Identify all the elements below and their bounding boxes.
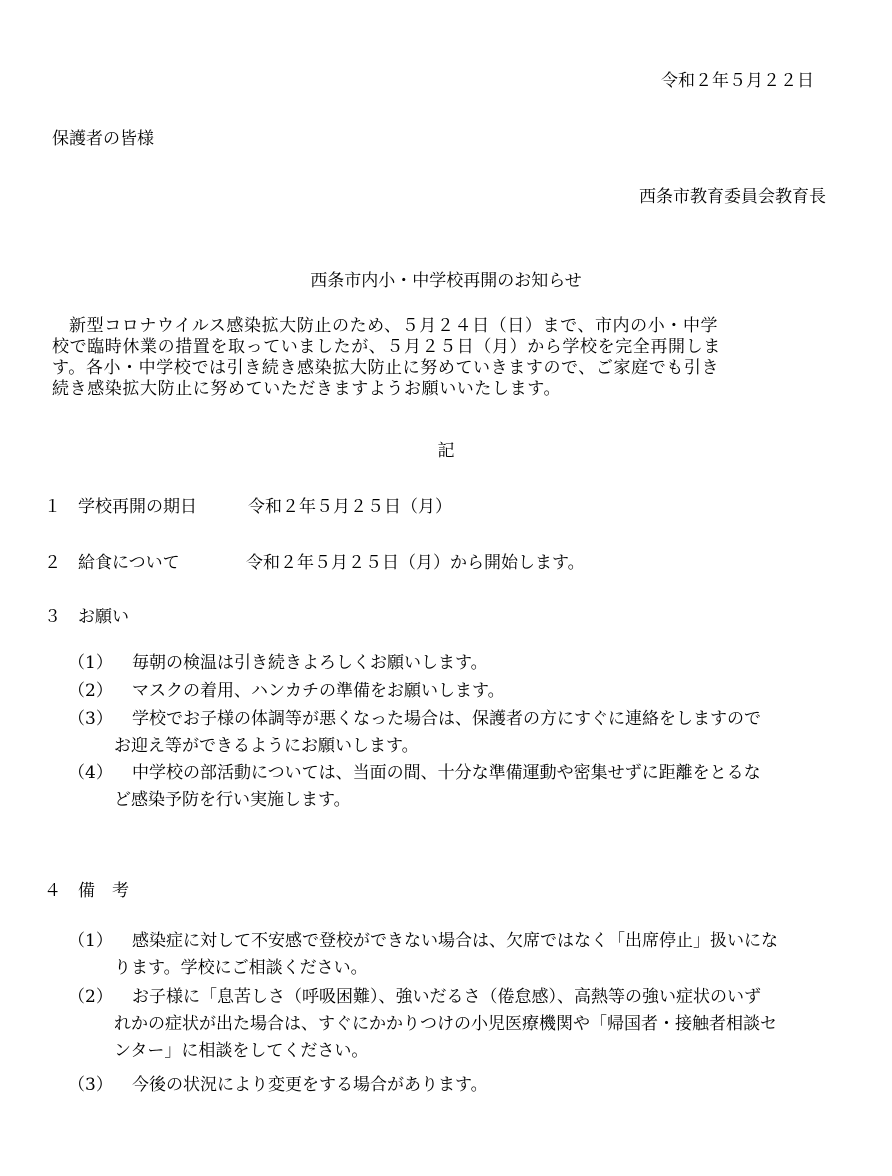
item-text: 学校でお子様の体調等が悪くなった場合は、保護者の方にすぐに連絡をしますので [132,709,761,729]
intro-line: 続き感染拡大防止に努めていただきますようお願いいたします。 [52,379,562,399]
ki-heading: 記 [437,441,455,461]
item-text: 中学校の部活動については、当面の間、十分な準備運動や密集せずに距離をとるな [132,763,761,783]
lunch-start: 令和２年５月２５日（月）から開始します。 [246,553,585,573]
note-item [68,1072,858,1099]
item-text: 今後の状況により変更をする場合があります。 [132,1075,488,1095]
addressee: 保護者の皆様 [52,129,154,149]
item-text: マスクの着用、ハンカチの準備をお願いします。 [132,681,505,701]
item-text: れかの症状が出た場合は、すぐにかかりつけの小児医療機関や「帰国者・接触者相談セ [114,1014,777,1034]
request-item [68,706,858,760]
item-text: ど感染予防を行い実施します。 [114,790,351,810]
request-item [68,760,858,814]
section-number: ２ [44,553,61,573]
item-number: （2） [68,681,113,701]
item-text: ンター」に相談をしてください。 [114,1041,369,1061]
section-number: １ [44,497,61,517]
item-number: （4） [68,763,113,783]
section-1 [44,492,452,517]
note-item [68,984,858,1065]
item-number: （3） [68,1075,113,1095]
section-4 [44,876,129,901]
sender: 西条市教育委員会教育長 [639,187,826,207]
section-3 [44,602,129,627]
request-item [68,650,858,677]
notice-title: 西条市内小・中学校再開のお知らせ [310,271,582,291]
intro-line: 校で臨時休業の措置を取っていましたが、５月２５日（月）から学校を完全再開しま [52,337,721,357]
section-label: お願い [78,607,129,627]
section-number: ４ [44,881,61,901]
section-number: ３ [44,607,61,627]
intro-paragraph [52,316,852,400]
request-item [68,678,858,705]
item-number: （1） [68,653,113,673]
notice-date: 令和２年５月２２日 [661,71,814,91]
item-text: お迎え等ができるようにお願いします。 [114,736,419,756]
section-label: 備 考 [78,881,129,901]
item-number: （3） [68,709,113,729]
intro-line: す。各小・中学校では引き続き感染拡大防止に努めていきますので、ご家庭でも引き [52,358,720,378]
item-text: 毎朝の検温は引き続きよろしくお願いします。 [132,653,488,673]
note-item [68,928,858,982]
item-text: お子様に「息苦しさ（呼吸困難）、強いだるさ（倦怠感）、高熱等の強い症状のいず [132,987,761,1007]
item-number: （2） [68,987,113,1007]
intro-line: 新型コロナウイルス感染拡大防止のため、５月２４日（日）まで、市内の小・中学 [69,316,719,336]
reopen-date: 令和２年５月２５日（月） [248,497,452,517]
item-text: 感染症に対して不安感で登校ができない場合は、欠席ではなく「出席停止」扱いにな [132,931,778,951]
section-label: 給食について [78,553,180,573]
item-number: （1） [68,931,113,951]
section-label: 学校再開の期日 [78,497,197,517]
item-text: ります。学校にご相談ください。 [114,958,368,978]
section-2 [44,548,585,573]
